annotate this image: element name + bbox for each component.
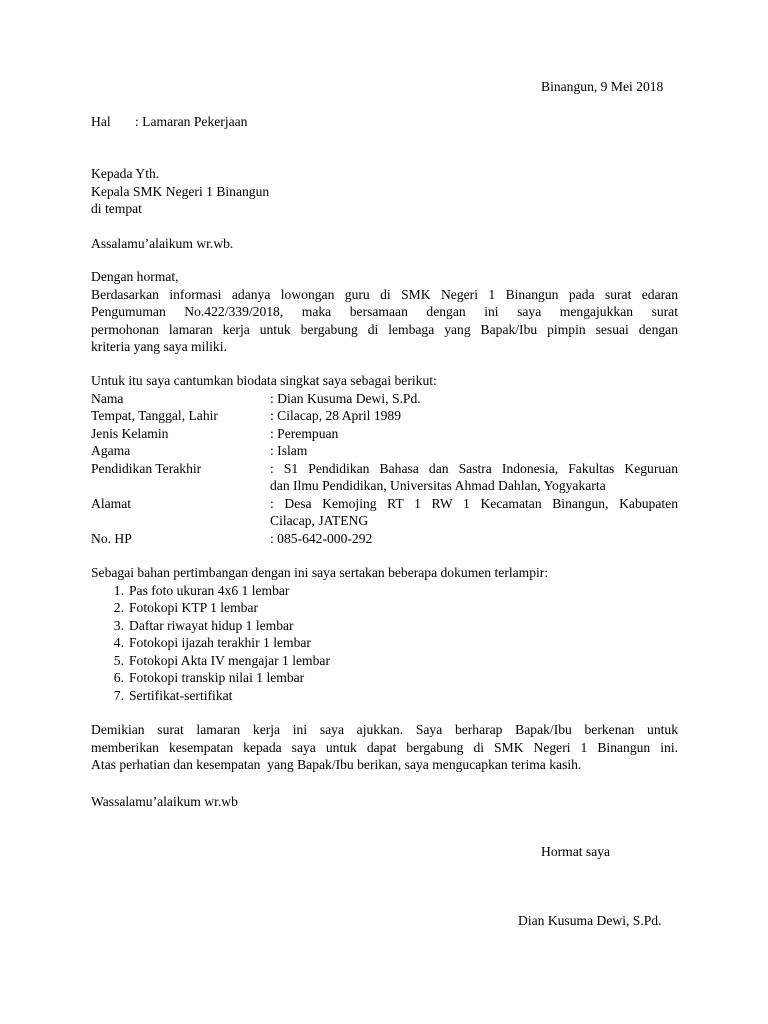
closing-greeting: Wassalamu’alaikum wr.wb xyxy=(91,794,238,809)
biodata-value: : 085-642-000-292 xyxy=(270,530,373,546)
recipient-line: Kepada Yth. xyxy=(91,166,160,181)
biodata-label: Alamat xyxy=(91,495,132,511)
recipient-line: Kepala SMK Negeri 1 Binangun xyxy=(91,183,270,199)
biodata-row-continuation xyxy=(91,512,678,530)
list-item-text: Fotokopi ijazah terakhir 1 lembar xyxy=(129,635,311,650)
biodata-value: : Cilacap, 28 April 1989 xyxy=(270,408,402,423)
biodata-row xyxy=(91,495,678,513)
biodata-row xyxy=(91,390,678,408)
intro-line: Pengumuman No.422/339/2018, maka bersamaan dengan ini saya mengajukkan surat xyxy=(91,304,678,319)
date-line: Binangun, 9 Mei 2018 xyxy=(541,79,664,94)
biodata-row xyxy=(91,425,678,443)
biodata-value: : Islam xyxy=(270,443,308,458)
list-item-number: 4. xyxy=(113,635,124,650)
closing-line: Atas perhatian dan kesempatan yang Bapak/Ibu berikan, saya mengucapkan terima kasih. xyxy=(91,757,582,772)
intro-line: permohonan lamaran kerja untuk bergabung di lembaga yang Bapak/Ibu pimpin sesuai dengan xyxy=(91,321,678,337)
biodata-value: : Dian Kusuma Dewi, S.Pd. xyxy=(270,390,421,406)
biodata-value: : S1 Pendidikan Bahasa dan Sastra Indonesia, Fakultas Keguruan xyxy=(270,460,678,476)
biodata-value: Cilacap, JATENG xyxy=(270,513,369,528)
list-item-text: Pas foto ukuran 4x6 1 lembar xyxy=(129,582,290,598)
biodata-label: Nama xyxy=(91,390,124,406)
biodata-row xyxy=(91,460,678,478)
salutation: Dengan hormat, xyxy=(91,269,179,284)
list-item-text: Fotokopi KTP 1 lembar xyxy=(129,600,259,615)
biodata-label: Jenis Kelamin xyxy=(91,425,169,441)
subject-value: : Lamaran Pekerjaan xyxy=(135,114,248,129)
list-item-text: Daftar riwayat hidup 1 lembar xyxy=(129,617,294,633)
intro-line: Berdasarkan informasi adanya lowongan guru di SMK Negeri 1 Binangun pada surat edaran xyxy=(91,286,678,302)
biodata-row xyxy=(91,530,678,548)
intro-line: kriteria yang saya miliki. xyxy=(91,339,227,354)
biodata-value: : Perempuan xyxy=(270,425,339,441)
list-item-number: 1. xyxy=(113,582,124,598)
sign-off: Hormat saya xyxy=(541,844,611,859)
biodata-row xyxy=(91,407,678,425)
list-item-number: 2. xyxy=(113,600,124,615)
attachments-intro: Sebagai bahan pertimbangan dengan ini saya sertakan beberapa dokumen terlampir: xyxy=(91,565,549,580)
biodata-value: : Desa Kemojing RT 1 RW 1 Kecamatan Binangun, Kabupaten xyxy=(270,495,678,511)
biodata-intro: Untuk itu saya cantumkan biodata singkat saya sebagai berikut: xyxy=(91,373,437,388)
list-item-number: 3. xyxy=(113,617,124,633)
list-item-text: Sertifikat-sertifikat xyxy=(129,687,233,703)
opening-greeting: Assalamu’alaikum wr.wb. xyxy=(91,236,234,251)
subject-label: Hal xyxy=(91,114,111,129)
recipient-line: di tempat xyxy=(91,201,142,216)
biodata-label: No. HP xyxy=(91,530,132,546)
biodata-label: Agama xyxy=(91,443,131,458)
biodata-label: Pendidikan Terakhir xyxy=(91,460,202,476)
biodata-value: dan Ilmu Pendidikan, Universitas Ahmad Dahlan, Yogyakarta xyxy=(270,478,606,493)
closing-line: memberikan kesempatan kepada saya untuk dapat bergabung di SMK Negeri 1 Binangun ini. xyxy=(91,739,678,755)
biodata-row-continuation xyxy=(91,477,678,495)
signer-name: Dian Kusuma Dewi, S.Pd. xyxy=(518,913,662,928)
list-item-text: Fotokopi Akta IV mengajar 1 lembar xyxy=(129,652,330,668)
biodata-row xyxy=(91,442,678,460)
list-item-text: Fotokopi transkip nilai 1 lembar xyxy=(129,670,305,685)
biodata-label: Tempat, Tanggal, Lahir xyxy=(91,408,218,423)
list-item-number: 7. xyxy=(113,687,124,703)
closing-line: Demikian surat lamaran kerja ini saya ajukkan. Saya berharap Bapak/Ibu berkenan untuk xyxy=(91,722,678,737)
list-item-number: 5. xyxy=(113,652,124,668)
list-item-number: 6. xyxy=(113,670,124,685)
